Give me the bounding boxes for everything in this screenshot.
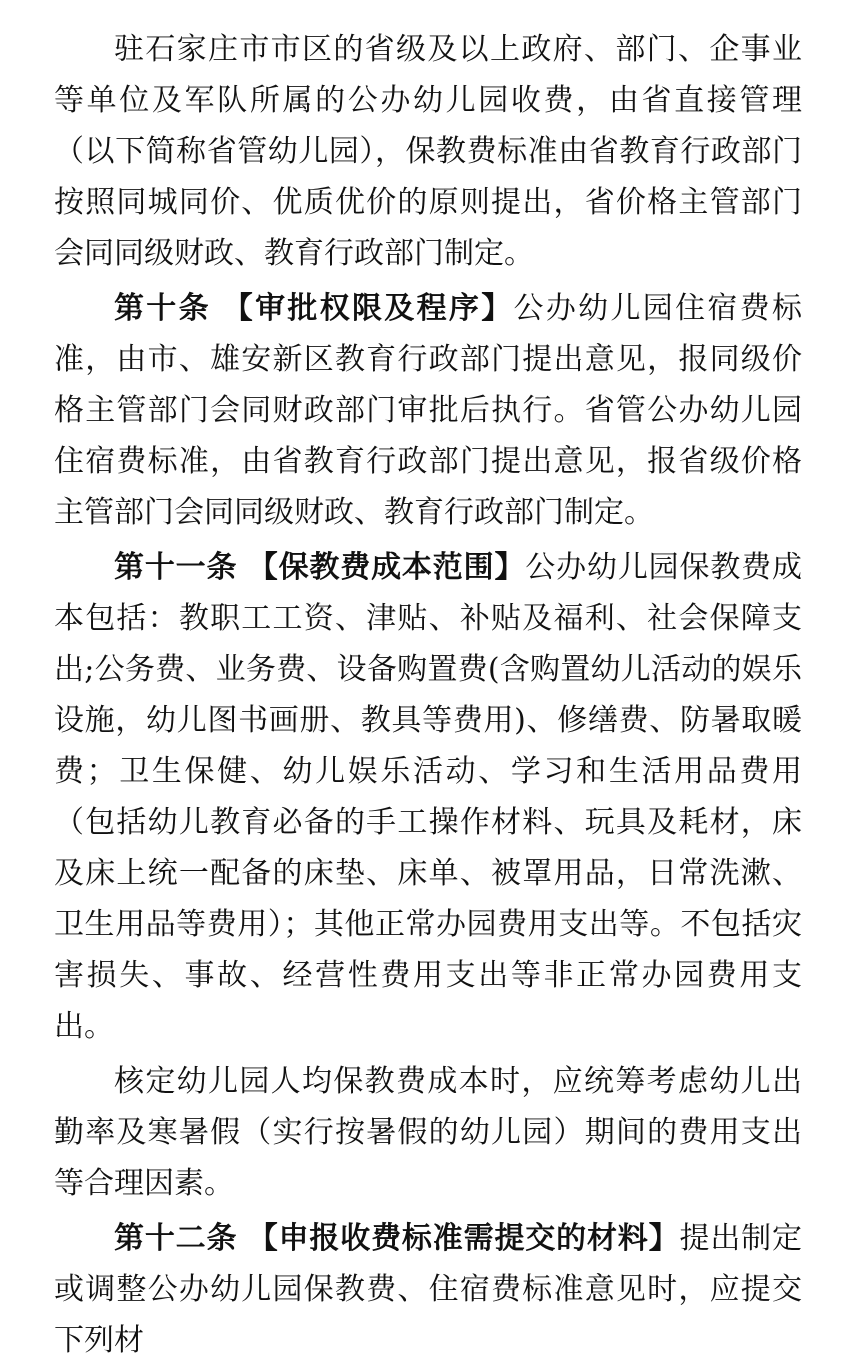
paragraph-text: 核定幼儿园人均保教费成本时，应统筹考虑幼儿出勤率及寒暑假（实行按暑假的幼儿园）期间的费用支出等合理因素。: [54, 1064, 802, 1201]
article-heading: 【审批权限及程序】: [222, 291, 514, 326]
paragraph-text: 公办幼儿园保教费成本包括：教职工工资、津贴、补贴及福利、社会保障支出;公务费、业务费、设备购置费(含购置幼儿活动的娱乐设施，幼儿图书画册、教具等费用)、修缮费、防暑取暖费；卫生保健、幼儿娱乐活动、学习和生活用品费用（包括幼儿教育必备的手工操作材料、玩具及耗材，床及床上统一配备的床垫、床单、被罩用品，日常洗漱、卫生用品等费用）；其他正常办园费用支出等。不包括灾害损失、事故、经营性费用支出等非正常办园费用支出。: [54, 550, 803, 1044]
article-number: 第十一条: [114, 550, 238, 585]
article-paragraph: [54, 283, 802, 538]
article-heading: 【申报收费标准需提交的材料】: [247, 1221, 680, 1256]
paragraph-text: 提出制定或调整公办幼儿园保教费、住宿费标准意见时，应提交下列材: [54, 1221, 803, 1358]
article-number: 第十二条: [114, 1221, 238, 1256]
article-number: 第十条: [114, 291, 211, 326]
paragraph: [54, 24, 802, 279]
paragraph-text: 驻石家庄市市区的省级及以上政府、部门、企事业等单位及军队所属的公办幼儿园收费，由省直接管理（以下简称省管幼儿园），保教费标准由省教育行政部门按照同城同价、优质优价的原则提出，省价格主管部门会同同级财政、教育行政部门制定。: [54, 32, 802, 271]
article-paragraph: [54, 1213, 802, 1366]
article-heading: 【保教费成本范围】: [247, 550, 526, 585]
article-paragraph: [54, 542, 802, 1052]
paragraph: [54, 1056, 802, 1209]
paragraph-text: 公办幼儿园住宿费标准，由市、雄安新区教育行政部门提出意见，报同级价格主管部门会同财政部门审批后执行。省管公办幼儿园住宿费标准，由省教育行政部门提出意见，报省级价格主管部门会同同级财政、教育行政部门制定。: [54, 291, 802, 530]
